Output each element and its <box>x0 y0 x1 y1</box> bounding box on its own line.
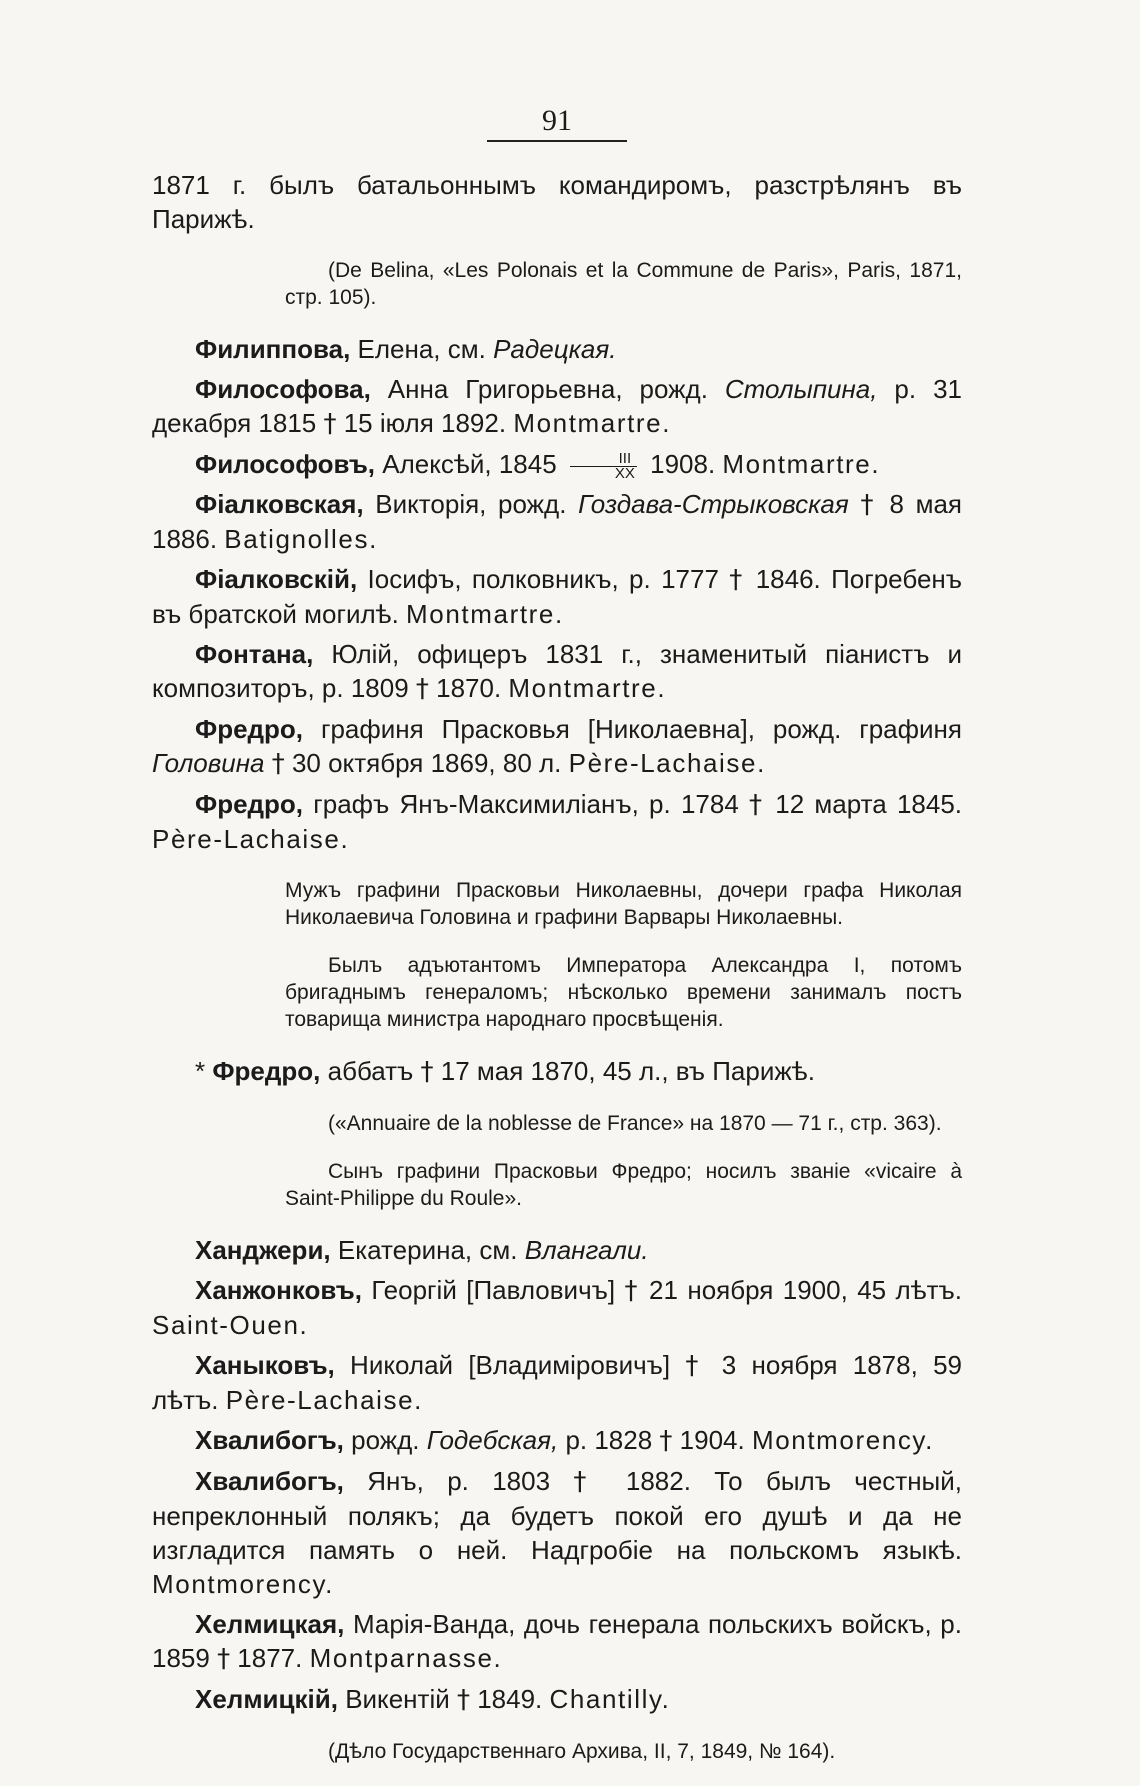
dagger-icon: † <box>573 1467 603 1497</box>
burial-place: Montmartre. <box>513 408 672 438</box>
dagger-icon: † <box>624 1276 640 1306</box>
entry-name: Фредро, <box>195 714 304 744</box>
entry-name: Ханджери, <box>195 1235 331 1265</box>
entry-filippova: Филиппова, Елена, см. Радецкая. <box>195 334 617 364</box>
dagger-icon: † <box>323 409 337 439</box>
entry-name: Фіалковская, <box>195 489 364 519</box>
cross-reference: Влангали. <box>524 1235 649 1265</box>
entry-name: Фіалковскій, <box>195 564 358 594</box>
dagger-icon: † <box>860 490 878 520</box>
burial-place: Saint-Ouen. <box>152 1310 309 1340</box>
page-text <box>152 168 962 1786</box>
dagger-icon: † <box>685 1351 707 1381</box>
dagger-icon: † <box>749 790 766 820</box>
entry-khanzhonkov: Ханжонковъ, Георгій [Павловичъ] † 21 ноября 1900, 45 лѣтъ. Saint-Ouen. <box>152 1275 963 1340</box>
entry-note: Мужъ графини Прасковьи Николаевны, дочери графа Николая Николаевича Головина и графини Варвары Николаевны. <box>285 879 962 929</box>
entry-name: Хелмицкая, <box>195 1609 345 1639</box>
entry-name: Фонтана, <box>195 639 314 669</box>
entry-name: Хвалибогъ, <box>195 1466 344 1496</box>
entry-khvalibog-wife: Хвалибогъ, рожд. Годебская, р. 1828 † 1904. Montmorency. <box>195 1425 934 1456</box>
entry-khanykov: Ханыковъ, Николай [Владиміровичъ] † 3 ноября 1878, 59 лѣтъ. Père-Lachaise. <box>152 1350 963 1415</box>
burial-place: Montparnasse. <box>309 1643 503 1673</box>
entry-note: Былъ адъютантомъ Императора Александра I, потомъ бригаднымъ генераломъ; нѣсколько времени занималъ постъ товарища министра народнаго просвѣщенія. <box>285 954 962 1031</box>
date-fraction: $\frac{\text{III}}{XX}$ <box>570 452 637 481</box>
dagger-icon: † <box>659 1426 673 1456</box>
burial-place: Montmorency. <box>152 1569 334 1599</box>
entry-khelmitskaya: Хелмицкая, Марія-Ванда, дочь генерала польскихъ войскъ, р. 1859 † 1877. Montparnasse. <box>152 1609 962 1674</box>
entry-filosofova: Философова, Анна Григорьевна, рожд. Столыпина, р. 31 декабря 1815 † 15 іюля 1892. Montmartre. <box>152 374 962 439</box>
entry-fredro-countess: Фредро, графиня Прасковья [Николаевна], рожд. графиня Головина † 30 октября 1869, 80 л. Père-Lachaise. <box>152 714 962 779</box>
entry-note: Сынъ графини Прасковьи Фредро; носилъ званіе «vicaire à Saint-Philippe du Roule». <box>285 1160 962 1210</box>
asterisk-marker: * <box>195 1056 206 1086</box>
entry-fontana: Фонтана, Юлій, офицеръ 1831 г., знаменитый піанистъ и композиторъ, р. 1809 † 1870. Montmartre. <box>152 639 962 704</box>
entry-fredro-count: Фредро, графъ Янъ-Максимиліанъ, р. 1784 † 12 марта 1845. Père-Lachaise. <box>152 789 963 854</box>
entry-name: Филиппова, <box>195 334 351 364</box>
dagger-icon: † <box>271 749 285 779</box>
burial-place: Montmorency. <box>751 1425 934 1455</box>
entry-khelmitsky: Хелмицкій, Викентій † 1849. Chantilly. <box>195 1684 671 1715</box>
entry-name: Фредро, <box>195 789 304 819</box>
burial-place: Montmartre. <box>722 449 881 479</box>
dagger-icon: † <box>456 1685 470 1715</box>
entry-name: Ханжонковъ, <box>195 1275 362 1305</box>
entry-name: Фредро, <box>212 1056 321 1086</box>
burial-place: Chantilly. <box>549 1684 671 1714</box>
entry-name: Хелмицкій, <box>195 1684 338 1714</box>
page-number: 91 <box>487 104 627 142</box>
dagger-icon: † <box>217 1644 231 1674</box>
entry-name: Хвалибогъ, <box>195 1425 344 1455</box>
cross-reference: Радецкая. <box>493 334 617 364</box>
burial-place: Père-Lachaise. <box>152 824 350 854</box>
entry-fialkovskaya: Фіалковская, Викторія, рожд. Гоздава-Стрыковская † 8 мая 1886. Batignolles. <box>152 489 963 554</box>
entry-name: Философовъ, <box>195 449 376 479</box>
source-citation: (Дѣло Государственнаго Архива, II, 7, 1849, № 164). <box>328 1740 836 1763</box>
burial-place: Père-Lachaise. <box>568 748 766 778</box>
source-citation: («Annuaire de la noblesse de France» на 1870 — 71 г., стр. 363). <box>328 1112 942 1135</box>
entry-fredro-abbot: * Фредро, аббатъ † 17 мая 1870, 45 л., въ Парижѣ. <box>195 1056 815 1087</box>
dagger-icon: † <box>729 565 746 595</box>
burial-place: Batignolles. <box>224 524 378 554</box>
dagger-icon: † <box>415 674 429 704</box>
burial-place: Montmartre. <box>406 599 564 629</box>
entry-khvalibog-jan: Хвалибогъ, Янъ, р. 1803 † 1882. То былъ честный, непреклонный полякъ; да будетъ покой его душѣ и да не изгладится память о ней. Надгробіе на польскомъ языкѣ. Montmorency. <box>152 1466 962 1599</box>
entry-filosofov: Философовъ, Алексѣй, 1845 $\frac{\text{III}}{XX}$ 1908. Montmartre. <box>195 449 881 482</box>
continuation-entry: 1871 г. былъ батальоннымъ командиромъ, разстрѣлянъ въ Парижѣ. <box>152 170 962 234</box>
dagger-icon: † <box>420 1057 434 1087</box>
burial-place: Père-Lachaise. <box>225 1385 423 1415</box>
entry-name: Ханыковъ, <box>195 1350 335 1380</box>
entry-fialkovsky: Фіалковскій, Іосифъ, полковникъ, р. 1777 † 1846. Погребенъ въ братской могилѣ. Montmartre. <box>152 564 963 629</box>
entry-name: Философова, <box>195 374 371 404</box>
burial-place: Montmartre. <box>508 673 667 703</box>
source-citation: (De Belina, «Les Polonais et la Commune de Paris», Paris, 1871, стр. 105). <box>285 259 962 309</box>
entry-khandzheri: Ханджери, Екатерина, см. Влангали. <box>195 1235 649 1265</box>
